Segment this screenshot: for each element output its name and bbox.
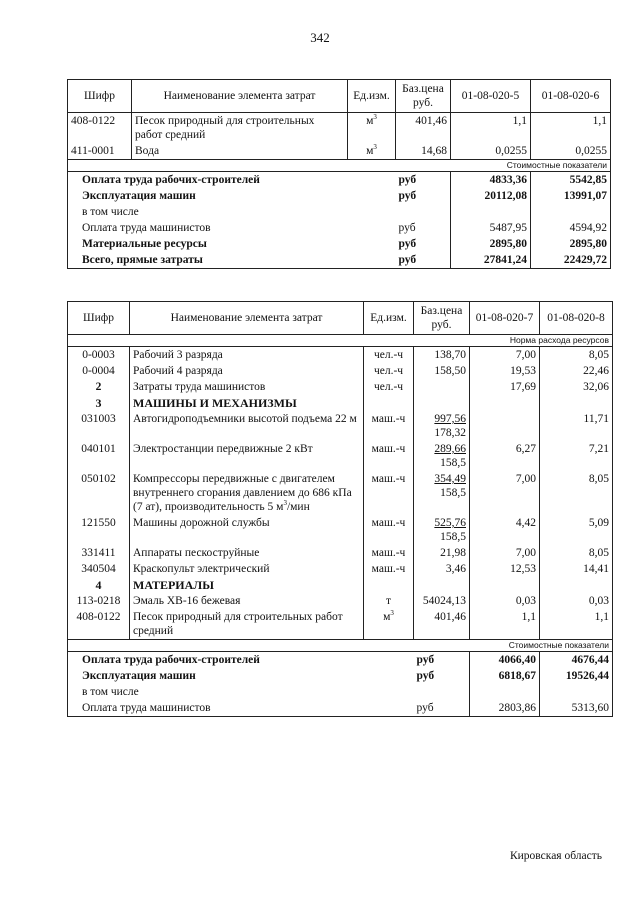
region-footer: Кировская область	[509, 850, 602, 862]
table-row: 031003 Автогидроподъемники высотой подъема 22 м маш.-ч 997,56 178,32 11,71	[68, 411, 613, 441]
col-header-variant-a: 01-08-020-7	[470, 302, 540, 335]
col-header-code: Шифр	[68, 302, 130, 335]
table-row: 0-0004 Рабочий 4 разряда чел.-ч 158,50 19,53 22,46	[68, 363, 613, 379]
total-row: в том числе	[68, 204, 611, 220]
col-header-code: Шифр	[68, 80, 132, 113]
table-header-row	[68, 80, 611, 113]
table-row: 040101 Электростанции передвижные 2 кВт маш.-ч 289,66 158,5 6,27 7,21	[68, 441, 613, 471]
table-row: 408-0122 Песок природный для строительных работ средний $м^3$ 401,46 1,1 1,1	[68, 113, 611, 144]
table-row: 331411 Аппараты пескоструйные маш.-ч 21,98 7,00 8,05	[68, 545, 613, 561]
table-row: 0-0003 Рабочий 3 разряда чел.-ч 138,70 7,00 8,05	[68, 347, 613, 364]
total-row: в том числе	[68, 684, 613, 700]
section-row: 3 МАШИНЫ И МЕХАНИЗМЫ	[68, 395, 613, 411]
total-row: Оплата труда рабочих-строителей руб 4833,36 5542,85	[68, 172, 611, 189]
table-row: 340504 Краскопульт электрический маш.-ч 3,46 12,53 14,41	[68, 561, 613, 577]
cost-table-2	[67, 301, 613, 717]
cost-indicators-caption: Стоимостные показатели	[68, 640, 613, 652]
col-header-name: Наименование элемента затрат	[130, 302, 364, 335]
col-header-base-price: Баз.цена руб.	[414, 302, 470, 335]
caption-row	[68, 160, 611, 172]
cost-indicators-caption: Стоимостные показатели	[68, 160, 611, 172]
table-row: 411-0001 Вода $м^3$ 14,68 0,0255 0,0255	[68, 143, 611, 160]
table-header-row	[68, 302, 613, 335]
table-row: 113-0218 Эмаль ХВ-16 бежевая т 54024,13 0,03 0,03	[68, 593, 613, 609]
total-row: Оплата труда рабочих-строителей руб 4066,40 4676,44	[68, 652, 613, 669]
caption-row	[68, 640, 613, 652]
cost-table-1	[67, 79, 611, 269]
col-header-unit: Ед.изм.	[348, 80, 396, 113]
table-row: 408-0122 Песок природный для строительных работ средний $м^3$ 401,46 1,1 1,1	[68, 609, 613, 640]
caption-row	[68, 335, 613, 347]
section-row: 4 МАТЕРИАЛЫ	[68, 577, 613, 593]
table-row: 2 Затраты труда машинистов чел.-ч 17,69 32,06	[68, 379, 613, 395]
col-header-unit: Ед.изм.	[364, 302, 414, 335]
total-row: Оплата труда машинистов руб 5487,95 4594,92	[68, 220, 611, 236]
table-row: 050102 Компрессоры передвижные с двигателем внутреннего сгорания давлением до 686 кПа (7 ат), производительность 5 $м^3$/мин маш.-ч 354,49 158,5 7,00 8,05	[68, 471, 613, 515]
total-row: Всего, прямые затраты руб 27841,24 22429,72	[68, 252, 611, 269]
col-header-variant-a: 01-08-020-5	[451, 80, 531, 113]
page-number: 342	[310, 30, 330, 45]
col-header-variant-b: 01-08-020-8	[540, 302, 613, 335]
total-row: Оплата труда машинистов руб 2803,86 5313,60	[68, 700, 613, 717]
total-row: Эксплуатация машин руб 20112,08 13991,07	[68, 188, 611, 204]
table-row: 121550 Машины дорожной службы маш.-ч 525,76 158,5 4,42 5,09	[68, 515, 613, 545]
total-row: Эксплуатация машин руб 6818,67 19526,44	[68, 668, 613, 684]
total-row: Материальные ресурсы руб 2895,80 2895,80	[68, 236, 611, 252]
col-header-base-price: Баз.цена руб.	[396, 80, 451, 113]
col-header-name: Наименование элемента затрат	[132, 80, 348, 113]
col-header-variant-b: 01-08-020-6	[531, 80, 611, 113]
resource-norm-caption: Норма расхода ресурсов	[68, 335, 613, 347]
